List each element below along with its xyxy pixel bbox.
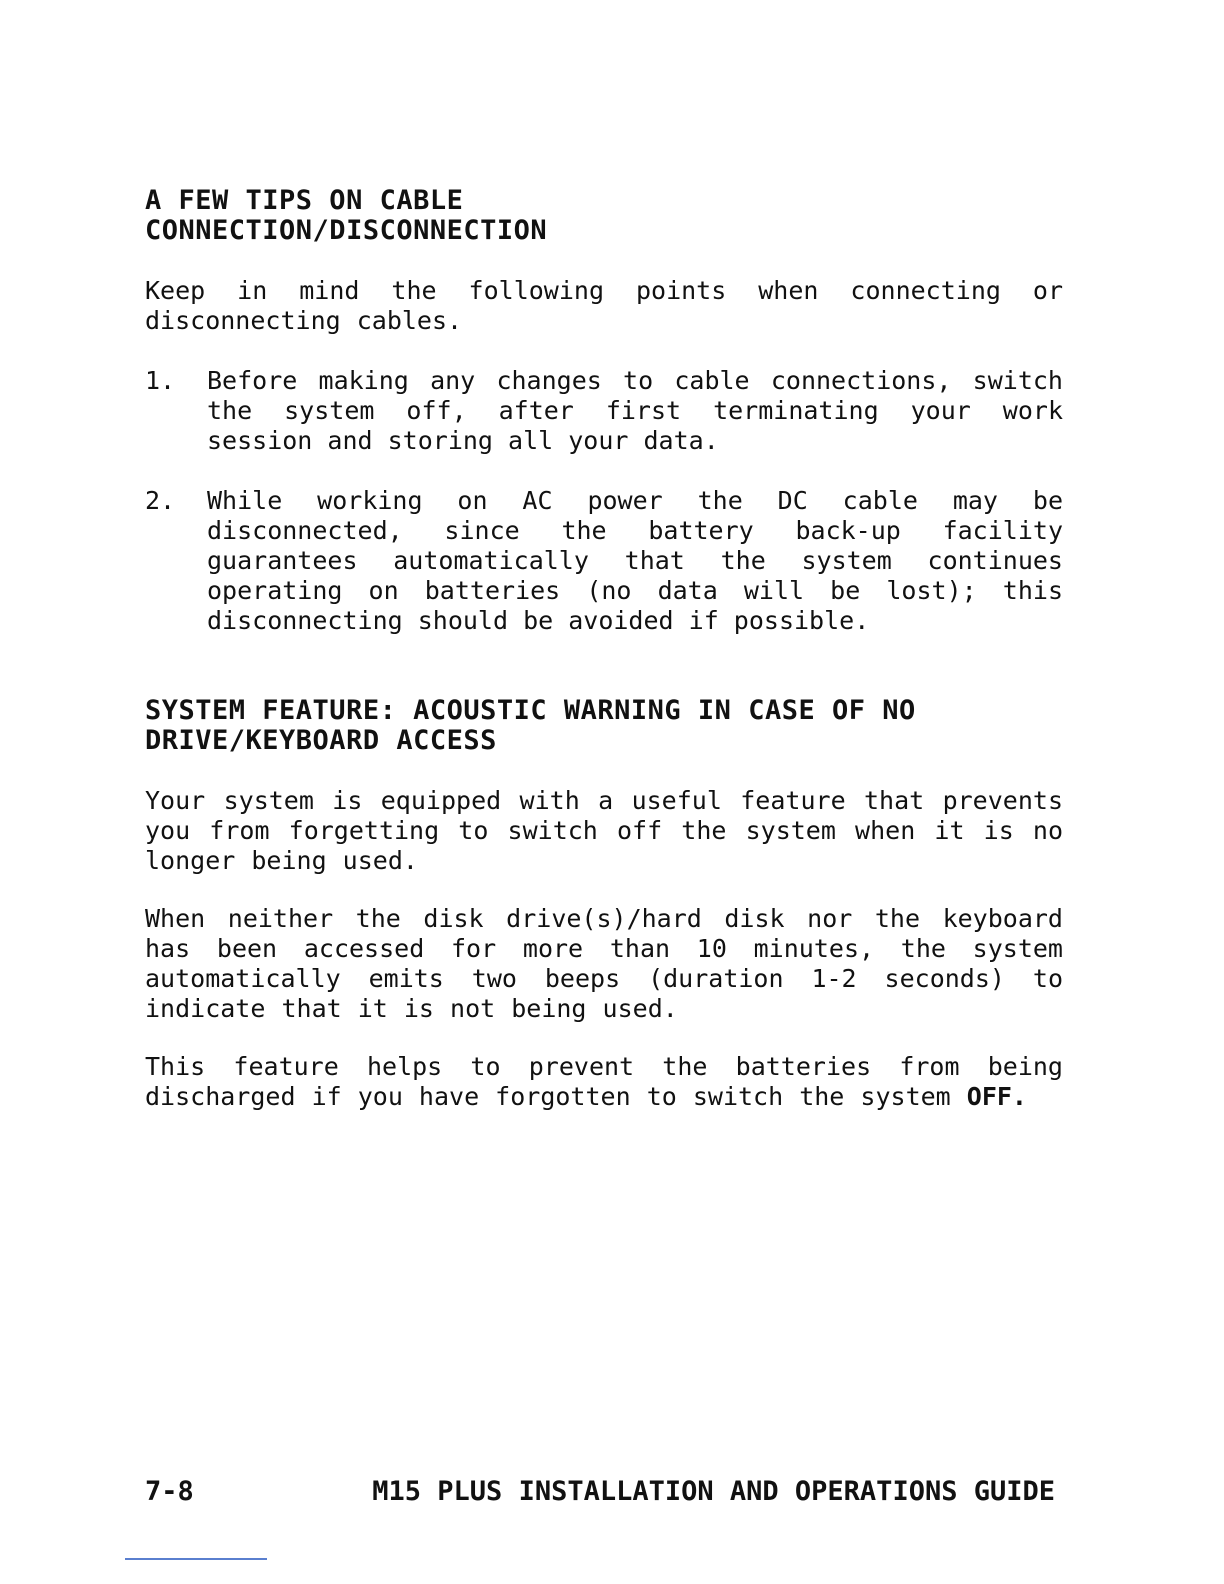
guide-title: M15 PLUS INSTALLATION AND OPERATIONS GUIDE bbox=[372, 1476, 1055, 1507]
list-text: While working on AC power the DC cable may be disconnected, since the battery back-up facility guarantees automatically that the system continues operating on batteries (no data will be lost); this disconnecting should be avoided if possible. bbox=[207, 486, 1063, 635]
tips-list bbox=[145, 366, 1063, 636]
page-content bbox=[145, 186, 1063, 1112]
section-heading-acoustic-warning bbox=[145, 696, 1063, 756]
battery-paragraph bbox=[145, 1052, 1063, 1112]
off-emphasis: OFF. bbox=[966, 1082, 1027, 1111]
list-item bbox=[145, 366, 1063, 456]
heading-line: SYSTEM FEATURE: ACOUSTIC WARNING IN CASE OF NO bbox=[145, 695, 916, 726]
battery-paragraph-text: This feature helps to prevent the batteries from being discharged if you have forgotten to switch the system bbox=[145, 1052, 1063, 1111]
list-number: 1. bbox=[145, 366, 176, 395]
heading-line: DRIVE/KEYBOARD ACCESS bbox=[145, 725, 497, 756]
list-text: Before making any changes to cable connections, switch the system off, after first terminating your work session and storing all your data. bbox=[207, 366, 1063, 455]
beep-paragraph: When neither the disk drive(s)/hard disk nor the keyboard has been accessed for more than 10 minutes, the system automatically emits two beeps (duration 1-2 seconds) to indicate that it is not being used. bbox=[145, 904, 1063, 1023]
feature-paragraph: Your system is equipped with a useful feature that prevents you from forgetting to switch off the system when it is no longer being used. bbox=[145, 786, 1063, 875]
heading-line: A FEW TIPS ON CABLE bbox=[145, 185, 464, 216]
section-heading-cable-tips bbox=[145, 186, 1063, 246]
page-number: 7-8 bbox=[145, 1476, 194, 1507]
list-item bbox=[145, 486, 1063, 636]
list-number: 2. bbox=[145, 486, 176, 515]
heading-line: CONNECTION/DISCONNECTION bbox=[145, 215, 548, 246]
scan-edge-line bbox=[125, 1558, 267, 1560]
intro-paragraph: Keep in mind the following points when connecting or disconnecting cables. bbox=[145, 276, 1063, 335]
